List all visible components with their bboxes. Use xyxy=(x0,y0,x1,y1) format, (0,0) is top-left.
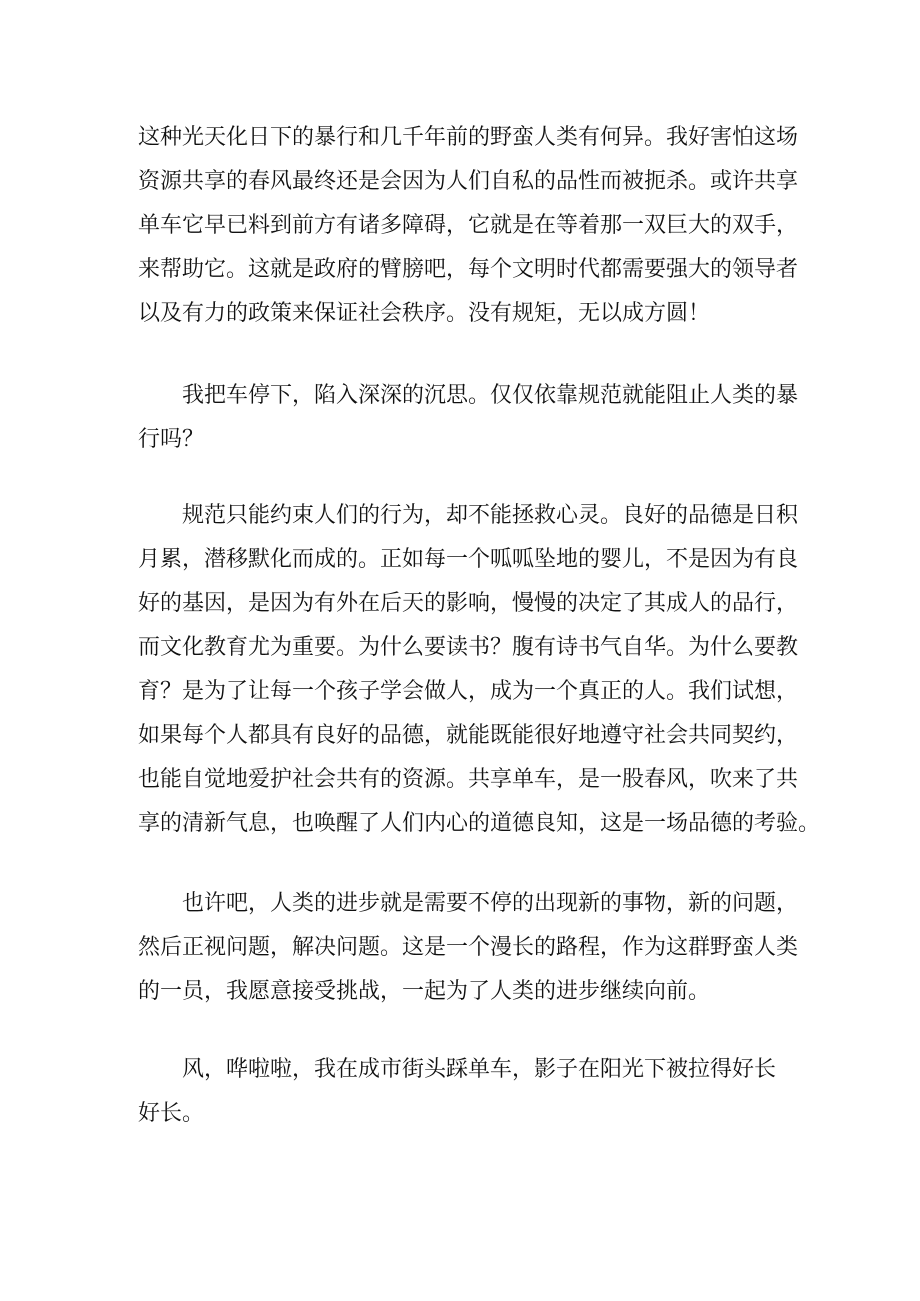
text-line: 行吗？ xyxy=(138,427,205,452)
text-line: 资源共享的春风最终还是会因为人们自私的品性而被扼杀。或许共享 xyxy=(138,169,799,194)
text-line: 好长。 xyxy=(138,1101,205,1126)
text-line: 享的清新气息，也唤醒了人们内心的道德良知，这是一场品德的考验。 xyxy=(138,811,821,836)
text-line: 也许吧，人类的进步就是需要不停的出现新的事物，新的问题， xyxy=(182,891,799,916)
paragraph-2 xyxy=(138,374,798,462)
text-line: 我把车停下，陷入深深的沉思。仅仅依靠规范就能阻止人类的暴 xyxy=(182,383,799,408)
text-line: 这种光天化日下的暴行和几千年前的野蛮人类有何异。我好害怕这场 xyxy=(138,125,799,150)
text-line: 单车它早已料到前方有诸多障碍，它就是在等着那一双巨大的双手， xyxy=(138,213,799,238)
text-line: 好的基因，是因为有外在后天的影响，慢慢的决定了其成人的品行， xyxy=(138,591,799,616)
text-line: 育？是为了让每一个孩子学会做人，成为一个真正的人。我们试想， xyxy=(138,679,799,704)
text-line: 风，哗啦啦，我在成市街头踩单车，影子在阳光下被拉得好长 xyxy=(182,1057,777,1082)
paragraph-1 xyxy=(138,116,798,336)
text-line: 而文化教育尤为重要。为什么要读书？腹有诗书气自华。为什么要教 xyxy=(138,635,799,660)
paragraph-3 xyxy=(138,494,821,846)
text-line: 然后正视问题，解决问题。这是一个漫长的路程，作为这群野蛮人类 xyxy=(138,935,799,960)
text-line: 规范只能约束人们的行为，却不能拯救心灵。良好的品德是日积 xyxy=(182,503,799,528)
text-line: 来帮助它。这就是政府的臂膀吧，每个文明时代都需要强大的领导者 xyxy=(138,257,799,282)
text-line: 月累，潜移默化而成的。正如每一个呱呱坠地的婴儿，不是因为有良 xyxy=(138,547,799,572)
paragraph-4 xyxy=(138,882,798,1014)
text-line: 的一员，我愿意接受挑战，一起为了人类的进步继续向前。 xyxy=(138,979,711,1004)
paragraph-5 xyxy=(138,1048,798,1136)
text-line: 也能自觉地爱护社会共有的资源。共享单车，是一股春风，吹来了共 xyxy=(138,767,799,792)
text-line: 如果每个人都具有良好的品德，就能既能很好地遵守社会共同契约， xyxy=(138,723,799,748)
text-line: 以及有力的政策来保证社会秩序。没有规矩，无以成方圆！ xyxy=(138,301,711,326)
